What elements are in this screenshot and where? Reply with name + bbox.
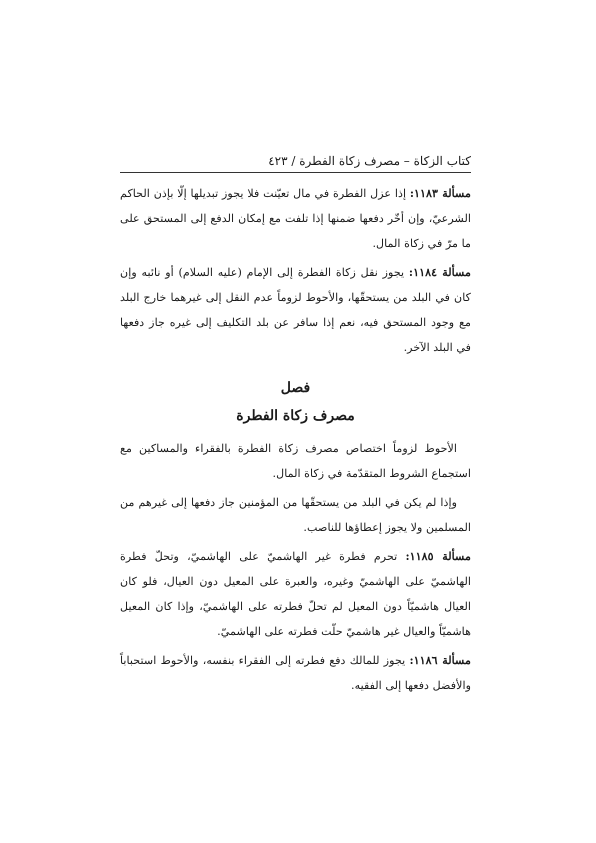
issue-1183 [120,181,471,256]
issue-text: يجوز نقل زكاة الفطرة إلى الإمام (عليه السلام) أو نائبه وإن كان في البلد من يستحقّها، والأحوط لزوماً عدم النقل إلى غيرهما خارج البلد مع وجود المستحق فيه، نعم إذا سافر عن بلد التكليف إلى غيره جاز دفعها في البلد الآخر. [120,266,471,354]
section-subtitle: مصرف زكاة الفطرة [236,408,355,424]
issue-1186 [120,648,471,698]
issue-label: مسألة ١١٨٥: [405,549,471,563]
section-paragraph: وإذا لم يكن في البلد من يستحقّها من المؤمنين جاز دفعها إلى غيرهم من المسلمين ولا يجوز إعطاؤها للناصب. [120,496,471,534]
section-title: فصل [280,380,311,396]
issue-label: مسألة ١١٨٤: [408,265,471,279]
issue-label: مسألة ١١٨٦: [409,653,471,667]
page-body [120,181,471,702]
issue-text: يجوز للمالك دفع فطرته إلى الفقراء بنفسه، والأحوط استحباباً والأفضل دفعها إلى الفقيه. [120,654,471,692]
issue-text: تحرم فطرة غير الهاشميّ على الهاشميّ، وتحلّ فطرة الهاشميّ على الهاشميّ وغيره، والعبرة على المعيل دون العيال، فلو كان العيال هاشميّاً دون المعيل لم تحلّ فطرته على الهاشميّ، وإذا كان المعيل هاشميّاً والعيال غير هاشميّ حلّت فطرته على الهاشميّ. [120,550,471,638]
running-header: كتاب الزكاة – مصرف زكاة الفطرة / ٤٢٣ [268,154,471,168]
section-paragraph: الأحوط لزوماً اختصاص مصرف زكاة الفطرة بالفقراء والمساكين مع استجماع الشروط المتقدّمة في زكاة المال. [120,442,471,480]
issue-text: إذا عزل الفطرة في مال تعيّنت فلا يجوز تبديلها إلّا بإذن الحاكم الشرعيّ، وإن أخّر دفعها ضمنها إذا تلفت مع إمكان الدفع إلى المستحق على ما مرّ في زكاة المال. [120,187,471,250]
issue-1184 [120,260,471,360]
issue-label: مسألة ١١٨٣: [409,186,471,200]
issue-1185 [120,544,471,644]
header-rule [120,172,471,173]
